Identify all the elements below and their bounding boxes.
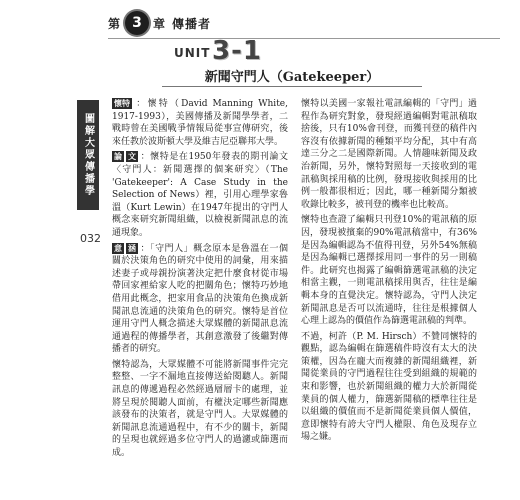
- chapter-suffix: 章: [153, 16, 167, 31]
- unit-underline: [162, 86, 422, 87]
- chapter-title: 傳播者: [172, 16, 212, 31]
- term-tag: 意: [114, 243, 122, 253]
- paragraph-body: 懷特以美國一家報社電訊編輯的「守門」過程作為研究對象，發現經過編輯對電訊稿取捨後，只有10%會刊登，而獲刊登的稿件內容沒有依據新聞的種類平均分配，其中有高達三分之二是國際新聞。人情趣味新聞及政治新聞，另外，懷特對照每一天接收到的電訊稿與採用稿的比例，發現接收與採用的比例一般都很相近；因此，哪一種新聞分類被收錄比較多，被刊登的機率也比較高。: [301, 99, 477, 210]
- chapter-header: [108, 10, 498, 36]
- term-tag: 文: [128, 152, 136, 162]
- paragraph-body: 懷特認為，大眾媒體不可能將新聞事件完完整整、一字不漏地直接傳送給閱聽人。新聞訊息的傳遞過程必然經過層層卡的處理，並將呈現於閱聽人面前，有權決定哪些新聞應該發布的決策者，就是守門人。大眾媒體的新聞訊息流通過程中，有不少的關卡，新聞的呈現也就經過多位守門人的過濾或篩選而成。: [112, 359, 288, 459]
- page-number: 032: [80, 232, 101, 245]
- unit-number: 3-1: [212, 36, 262, 66]
- paragraph-paper: 論 文 ：懷特是在1950年發表的期刊論文〈守門人：新聞選擇的個案研究〉（The 'Gatekeeper': A Case Study in the Selection of News）裡，引用心理學家魯溫（Kurt Lewin）在1947年提出的守門人概念來研究新聞組織，以檢視新聞訊息的流通現象。: [112, 152, 288, 238]
- unit-heading: [162, 36, 422, 88]
- right-column: [301, 98, 477, 447]
- chapter-prefix: 第: [108, 16, 122, 31]
- paragraph-white: 懷特 ：懷特（David Manning White, 1917-1993），美國傳播及新聞學學者，二戰時曾在美國戰爭情報局從事宣傳研究，後來任教於波斯頓大學及維吉尼亞聯邦大學。: [112, 99, 288, 147]
- unit-title: 新聞守門人（Gatekeeper）: [204, 70, 380, 85]
- side-tab: 圖解大眾傳播學: [77, 100, 99, 210]
- paragraph-body: 懷特也查證了編輯只刊登10%的電訊稿的原因，發現被擯棄的90%電訊稿當中，有36%是因為編輯認為不值得刊登，另外54%無稿是因為編輯已選擇採用同一事件的另一則稿件。此研究也揭露了編輯篩選電訊稿的決定相當主觀，一則電訊稿採用與否，往往是編輯本身的直覺決定。懷特認為，守門人決定新聞訊息是否可以流通時，往往是根據個人心理上認為的價值作為篩選電訊稿的判準。: [301, 215, 477, 327]
- unit-label: UNIT: [174, 46, 211, 60]
- left-column: [112, 98, 288, 463]
- chapter-number-badge: 3: [125, 11, 149, 35]
- paragraph-body: 不過，柯許（P. M. Hirsch）不贊同懷特的觀點，認為編輯在篩選稿件時沒有太大的決策權，因為在龐大而複雜的新聞組織裡，新聞從業員的守門過程往往受到組織的規範的束和影響，也於新聞組織的權力大於新聞從業員的個人權力，篩選新聞稿的標準往往是以組織的價值而不是新聞從業員個人價值，意即懷特有誇大守門人權限、角色及現存立場之嫌。: [301, 331, 477, 443]
- term-tag: 涵: [128, 243, 136, 253]
- term-tag: 論: [114, 152, 122, 162]
- term-tag: 懷特: [114, 99, 130, 108]
- paragraph-meaning: 意 涵 ：「守門人」概念原本是魯溫在一個關於決策角色的研究中使用的詞彙，用來描述妻子或母親扮演著決定把什麼食材從市場帶回家裡給家人吃的把關角色；懷特巧妙地借用此概念，把家用食品的決策角色換成新聞訊息流通的決策角色的研究。懷特是首位運用守門人概念描述大眾媒體的新聞訊息流通過程的傳播學者，其創意激發了後繼對傳播者的研究。: [112, 243, 288, 355]
